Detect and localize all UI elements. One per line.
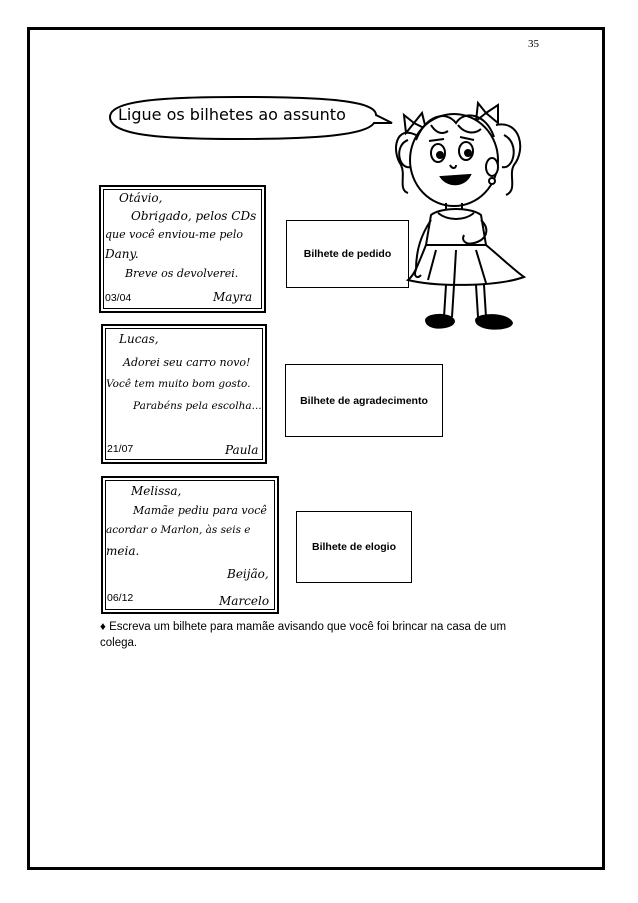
note-3-line-4: meia. <box>106 544 140 558</box>
note-card-2 <box>101 324 267 464</box>
label-bilhete-de-pedido: Bilhete de pedido <box>286 220 409 288</box>
speech-bubble-text: Ligue os bilhetes ao assunto <box>118 105 346 124</box>
speech-bubble <box>98 95 382 140</box>
girl-illustration-icon <box>386 95 536 345</box>
label-bilhete-de-agradecimento: Bilhete de agradecimento <box>285 364 443 437</box>
note-2-line-4: Parabéns pela escolha... <box>133 400 262 412</box>
note-2-signature: Paula <box>225 443 259 457</box>
note-3-line-2: Mamãe pediu para você <box>133 504 267 517</box>
note-1-date: 03/04 <box>105 292 132 304</box>
note-1-line-2: Obrigado, pelos CDs <box>131 209 257 223</box>
instruction-text: ♦ Escreva um bilhete para mamãe avisando que você foi brincar na casa de um colega. <box>100 621 507 649</box>
note-card-3 <box>101 476 279 614</box>
note-3-date: 06/12 <box>107 592 134 604</box>
note-1-line-1: Otávio, <box>119 191 163 205</box>
page-number: 35 <box>528 38 539 50</box>
note-2-line-1: Lucas, <box>119 332 159 346</box>
note-3-line-1: Melissa, <box>131 484 182 498</box>
note-3-signature: Marcelo <box>219 594 270 608</box>
note-2-line-3: Você tem muito bom gosto. <box>106 378 251 390</box>
note-card-1 <box>99 185 266 313</box>
note-1-line-3: que você enviou-me pelo <box>105 228 244 241</box>
note-1-line-4: Dany. <box>105 247 139 261</box>
note-2-date: 21/07 <box>107 443 134 455</box>
note-1-signature: Mayra <box>213 290 253 304</box>
note-2-line-2: Adorei seu carro novo! <box>123 356 251 369</box>
note-1-line-5: Breve os devolverei. <box>125 267 239 280</box>
note-3-line-5: Beijão, <box>227 567 269 581</box>
note-3-line-3: acordar o Marlon, às seis e <box>106 524 251 536</box>
label-bilhete-de-elogio: Bilhete de elogio <box>296 511 412 583</box>
